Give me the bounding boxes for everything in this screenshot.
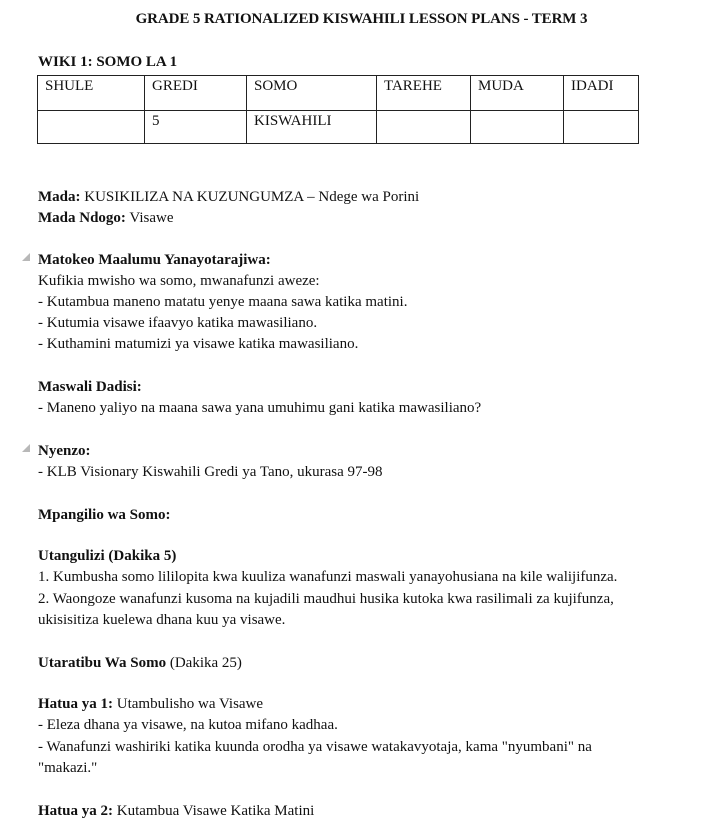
hatua1-item: "makazi." <box>38 760 98 776</box>
hatua2-text: Kutambua Visawe Katika Matini <box>113 803 315 819</box>
collapse-triangle-icon[interactable] <box>22 253 30 261</box>
table-cell <box>564 111 639 144</box>
matokeo-item: - Kutumia visawe ifaavyo katika mawasiliano. <box>38 315 318 331</box>
maswali-item: - Maneno yaliyo na maana sawa yana umuhimu gani katika mawasiliano? <box>38 400 482 416</box>
mada-label: Mada: <box>38 189 81 205</box>
hatua2-label: Hatua ya 2: <box>38 803 113 819</box>
nyenzo-item: - KLB Visionary Kiswahili Gredi ya Tano, ukurasa 97-98 <box>38 464 383 480</box>
mada-ndogo-line <box>38 209 174 227</box>
mada-text: KUSIKILIZA NA KUZUNGUMZA – Ndege wa Porini <box>80 189 420 205</box>
hatua1-text: Utambulisho wa Visawe <box>113 696 264 712</box>
utaratibu-label: Utaratibu Wa Somo <box>38 655 167 671</box>
lesson-info-table <box>37 75 639 144</box>
table-header-cell: SOMO <box>247 76 377 111</box>
table-header-cell: MUDA <box>471 76 564 111</box>
utaratibu-text: (Dakika 25) <box>166 655 242 671</box>
maswali-heading: Maswali Dadisi: <box>38 379 142 395</box>
table-cell <box>377 111 471 144</box>
utangulizi-line: 1. Kumbusha somo lililopita kwa kuuliza wanafunzi maswali yanayohusiana na kile walijifunza. <box>38 569 618 585</box>
hatua1-item: - Wanafunzi washiriki katika kuunda orodha ya visawe watakavyotaja, kama "nyumbani" na <box>38 739 592 755</box>
table-header-cell: TAREHE <box>377 76 471 111</box>
table-cell: KISWAHILI <box>247 111 377 144</box>
utaratibu-line <box>38 654 242 672</box>
mada-ndogo-text: Visawe <box>125 210 174 226</box>
utangulizi-line: 2. Waongoze wanafunzi kusoma na kujadili maudhui husika kutoka kwa rasilimali za kujifunza, <box>38 591 614 607</box>
week-heading: WIKI 1: SOMO LA 1 <box>38 54 178 70</box>
mada-ndogo-label: Mada Ndogo: <box>38 210 126 226</box>
table-row <box>38 111 639 144</box>
collapse-triangle-icon[interactable] <box>22 444 30 452</box>
table-cell <box>471 111 564 144</box>
matokeo-item: - Kuthamini matumizi ya visawe katika mawasiliano. <box>38 336 359 352</box>
matokeo-heading: Matokeo Maalumu Yanayotarajiwa: <box>38 252 271 268</box>
mada-line <box>38 188 419 206</box>
table-header-row <box>38 76 639 111</box>
mpangilio-heading: Mpangilio wa Somo: <box>38 507 171 523</box>
hatua1-label: Hatua ya 1: <box>38 696 113 712</box>
hatua1-item: - Eleza dhana ya visawe, na kutoa mifano kadhaa. <box>38 717 338 733</box>
hatua2-line <box>38 802 314 820</box>
nyenzo-heading: Nyenzo: <box>38 443 91 459</box>
table-header-cell: GREDI <box>145 76 247 111</box>
hatua1-line <box>38 695 263 713</box>
table-cell: 5 <box>145 111 247 144</box>
utangulizi-line: ukisisitiza kuelewa dhana kuu ya visawe. <box>38 612 286 628</box>
utangulizi-heading: Utangulizi (Dakika 5) <box>38 548 177 564</box>
table-header-cell: SHULE <box>38 76 145 111</box>
table-cell <box>38 111 145 144</box>
table-header-cell: IDADI <box>564 76 639 111</box>
page-title: GRADE 5 RATIONALIZED KISWAHILI LESSON PLANS - TERM 3 <box>135 11 588 27</box>
matokeo-intro: Kufikia mwisho wa somo, mwanafunzi aweze: <box>38 273 320 289</box>
matokeo-item: - Kutambua maneno matatu yenye maana sawa katika matini. <box>38 294 408 310</box>
